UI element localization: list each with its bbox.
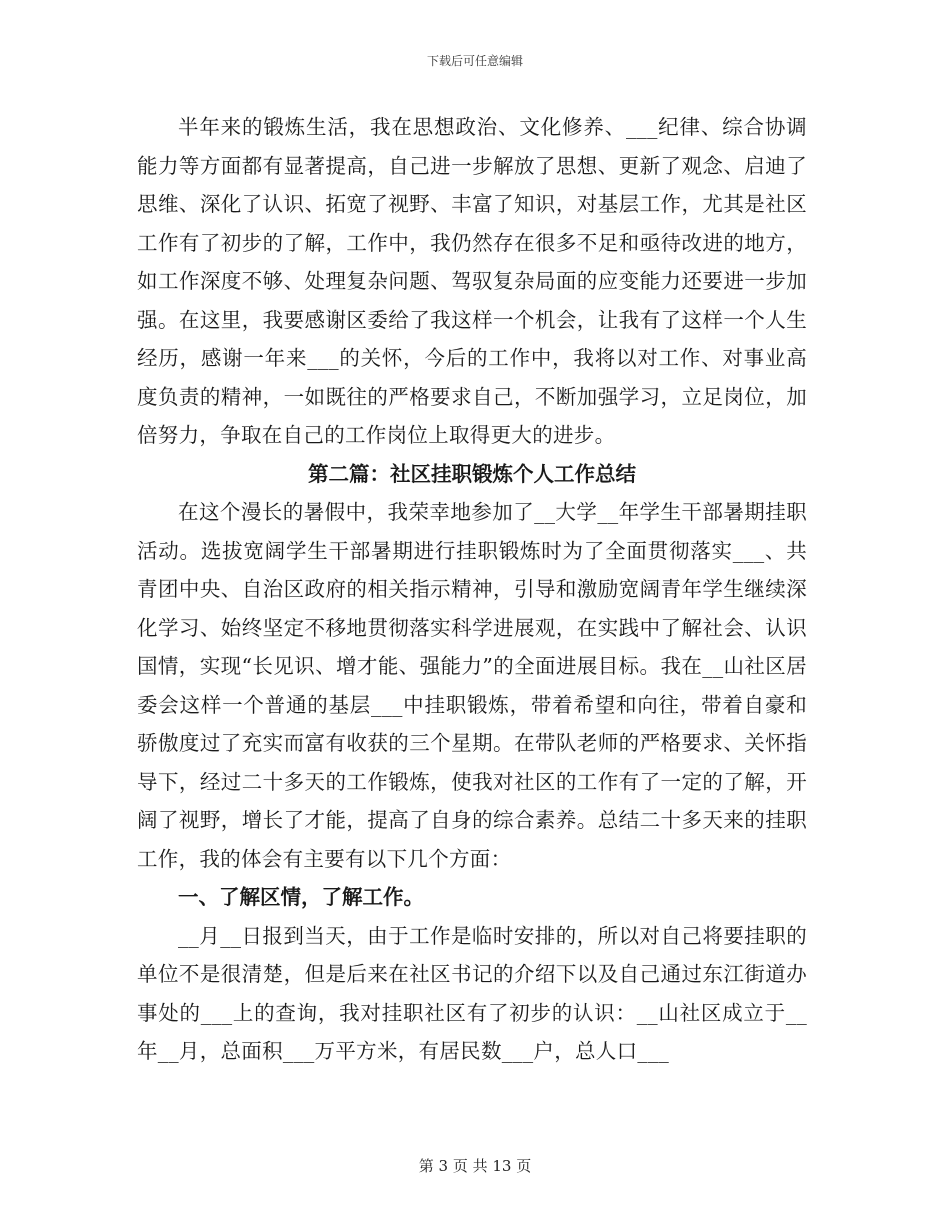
sub-heading: 一、了解区情，了解工作。 [178,885,424,909]
document-body [137,108,807,1071]
paragraph-1: 半年来的锻炼生活，我在思想政治、文化修养、___纪律、综合协调能力等方面都有显著提高，自己进一步解放了思想、更新了观念、启迪了思维、深化了认识、拓宽了视野、丰富了知识，对基层工作，尤其是社区工作有了初步的了解，工作中，我仍然存在很多不足和亟待改进的地方，如工作深度不够、处理复杂问题、驾驭复杂局面的应变能力还要进一步加强。在这里，我要感谢区委给了我这样一个机会，让我有了这样一个人生经历，感谢一年来___的关怀，今后的工作中，我将以对工作、对事业高度负责的精神，一如既往的严格要求自己，不断加强学习，立足岗位，加倍努力，争取在自己的工作岗位上取得更大的进步。 [137,115,807,447]
section-title: 第二篇：社区挂职锻炼个人工作总结 [308,461,636,486]
page-header-note: 下载后可任意编辑 [426,54,523,68]
paragraph-3: __月__日报到当天，由于工作是临时安排的，所以对自己将要挂职的单位不是很清楚，但是后来在社区书记的介绍下以及自己通过东江街道办事处的___上的查询，我对挂职社区有了初步的认识：__山社区成立于__年__月，总面积___万平方米，有居民数___户，总人口___ [137,923,807,1063]
paragraph-2: 在这个漫长的暑假中，我荣幸地参加了__大学__年学生干部暑期挂职活动。选拔宽阔学生干部暑期进行挂职锻炼时为了全面贯彻落实___、共青团中央、自治区政府的相关指示精神，引导和激励宽阔青年学生继续深化学习、始终坚定不移地贯彻落实科学进展观，在实践中了解社会、认识国情，实现“长见识、增才能、强能力”的全面进展目标。我在__山社区居委会这样一个普通的基层___中挂职锻炼，带着希望和向往，带着自豪和骄傲度过了充实而富有收获的三个星期。在带队老师的严格要求、关怀指导下，经过二十多天的工作锻炼，使我对社区的工作有了一定的了解，开阔了视野，增长了才能，提高了自身的综合素养。总结二十多天来的挂职工作，我的体会有主要有以下几个方面： [137,500,807,871]
page-number: 第 3 页 共 13 页 [418,1157,532,1175]
